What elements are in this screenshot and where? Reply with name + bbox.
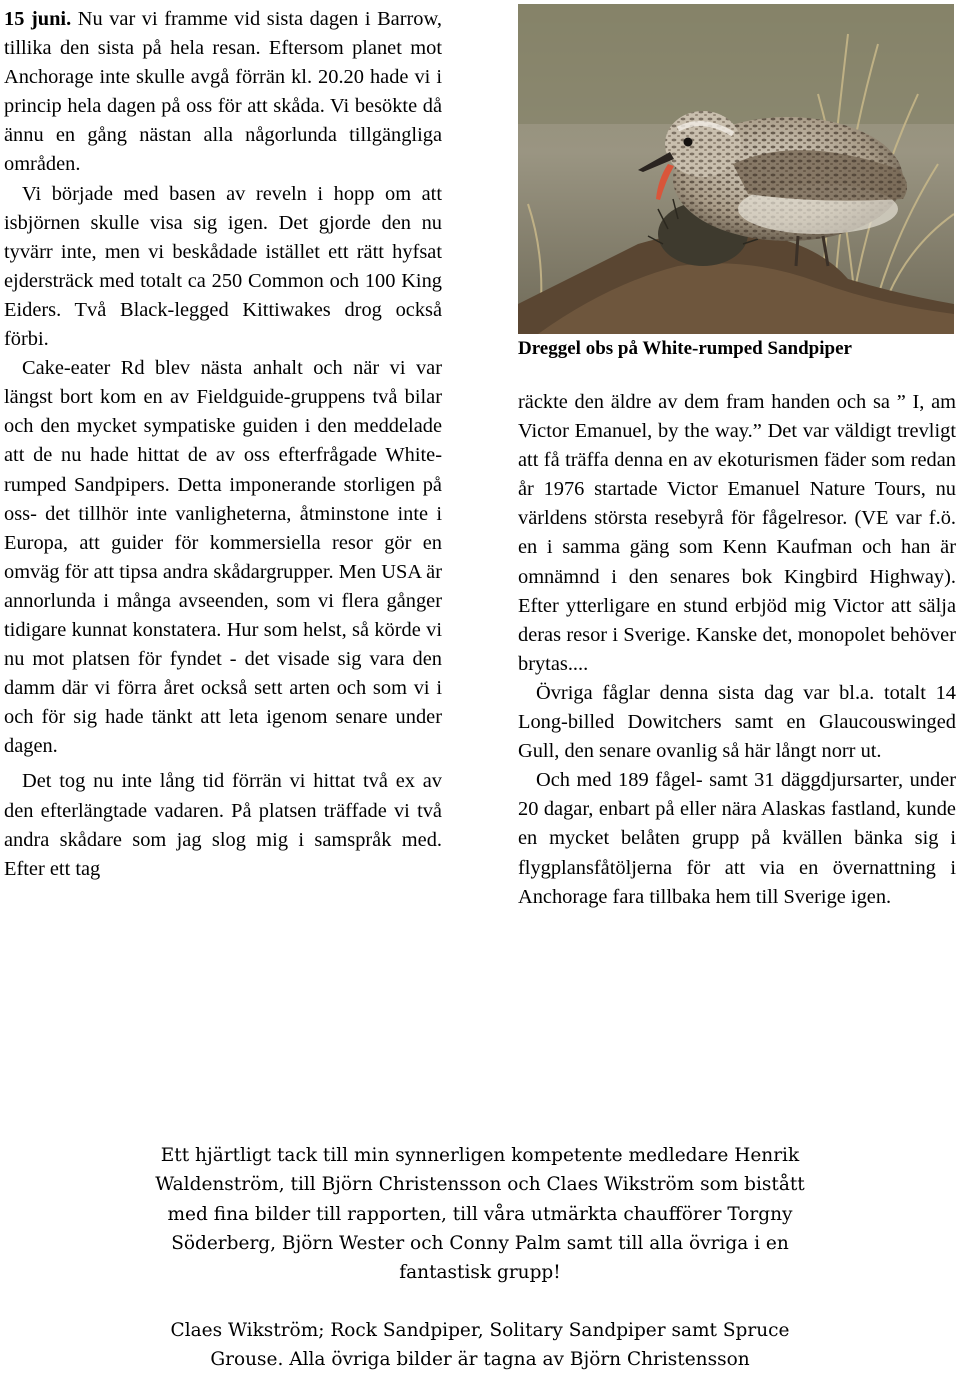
sandpiper-illustration: [518, 4, 954, 334]
thanks-line: med fina bilder till rapporten, till våra utmärkta chaufförer Torgny: [167, 1203, 793, 1225]
paragraph-intro: [4, 5, 442, 180]
date-label: 15 juni.: [4, 8, 72, 30]
thanks-line: Ett hjärtligt tack till min synnerligen kompetente medledare Henrik: [160, 1145, 800, 1166]
left-column: [4, 5, 442, 884]
paragraph-other-birds: Övriga fåglar denna sista dag var bl.a. totalt 14 Long-billed Dowitchers samt en Glaucouswinged Gull, den senare ovanlig så här långt norr ut.: [518, 681, 956, 763]
paragraph-found: Det tog nu inte lång tid förrän vi hittat två ex av den efterlängtade vadaren. På platsen träffade vi två andra skådare som jag slog mig i samspråk med. Efter ett tag: [4, 770, 442, 880]
photo-caption: Dreggel obs på White-rumped Sandpiper: [518, 338, 852, 359]
acknowledgements: [60, 1141, 900, 1287]
paragraph-victor-emanuel: räckte den äldre av dem fram handen och sa ” I, am Victor Emanuel, by the way.” Det var väldigt trevligt att få träffa denna en av ekoturismen fäder som redan år 1976 startade Victor Emanuel Nature Tours, nu världens största resebyrå för fågelresor. (VE var f.ö. en i samma gäng som Kenn Kaufman och han är omnämnd i den senares bok Kingbird Highway). Efter ytterligare en stund erbjöd mig Victor att sälja deras resor i Sverige. Kanske det, monopolet behöver brytas....: [518, 391, 956, 675]
paragraph-intro-text: Nu var vi framme vid sista dagen i Barrow, tillika den sista på hela resan. Eftersom planet mot Anchorage inte skulle avgå förrän kl. 20.20 hade vi i princip hela dagen på oss för att skåda. Vi besökte då ännu en gång nästan alla någorlunda tillgängliga områden.: [4, 8, 442, 176]
paragraph-summary: Och med 189 fågel- samt 31 däggdjursarter, under 20 dagar, enbart på eller nära Alaskas fastland, kunde en mycket belåten grupp på kvällen bänka sig i flygplansfåtöljerna för att via en övernattning i Anchorage fara tillbaka hem till Sverige igen.: [518, 769, 956, 908]
thanks-line: fantastisk grupp!: [399, 1262, 561, 1284]
credit-line: Grouse. Alla övriga bilder är tagna av Björn Christensson: [210, 1349, 750, 1371]
right-column: [518, 388, 956, 912]
thanks-line: Söderberg, Björn Wester och Conny Palm samt till alla övriga i en: [171, 1232, 789, 1254]
credit-line: Claes Wikström; Rock Sandpiper, Solitary Sandpiper samt Spruce: [170, 1320, 790, 1341]
thanks-line: Waldenström, till Björn Christensson och Claes Wikström som bistått: [155, 1174, 805, 1196]
bird-photo: [518, 4, 954, 334]
paragraph-reveln: Vi började med basen av reveln i hopp om att isbjörnen skulle visa sig igen. Det gjorde den nu tyvärr inte, men vi beskådade istället ett rätt hyfsat ejdersträck med totalt ca 250 Common och 100 King Eiders. Två Black-legged Kittiwakes drog också förbi.: [4, 182, 442, 351]
photo-credits: [60, 1316, 900, 1375]
paragraph-cake-eater: Cake-eater Rd blev nästa anhalt och när vi var längst bort kom en av Fieldguide-gruppens två bilar och den mycket sympatiske guiden i den meddelade att de nu hade hittat de av oss efterfrågade White-rumped Sandpipers. Detta imponerande storligen på oss- det tillhör inte vanligheterna, åtminstone inte i Europa, att guider för kommersiella resor gör en omväg för att tipsa andra skådargrupper. Men USA är annorlunda i många avseenden, som vi flera gånger tidigare kunnat konstatera. Hur som helst, så körde vi nu mot platsen för fyndet - det visade sig vara den damm där vi förra året också sett arten och som vi i och för sig hade tänkt att leta igenom senare under dagen.: [4, 357, 442, 758]
